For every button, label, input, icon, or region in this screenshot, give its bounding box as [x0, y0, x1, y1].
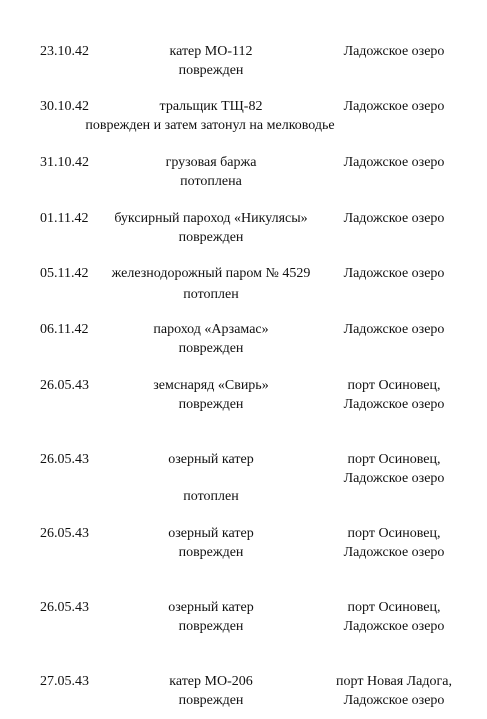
entry-status: потоплен — [183, 287, 239, 302]
entry-status: поврежден и затем затонул на мелководье — [85, 118, 335, 133]
entry-place: порт Новая Ладога, — [336, 674, 452, 689]
entry-date: 30.10.42 — [40, 99, 89, 114]
entry-place: Ладожское озеро — [343, 471, 445, 486]
entry-place: порт Осиновец, — [347, 452, 441, 467]
entry-vessel: грузовая баржа — [165, 155, 257, 170]
entry-place: Ладожское озеро — [343, 322, 445, 337]
entry-status: поврежден — [178, 619, 244, 634]
entry-status: поврежден — [178, 63, 244, 78]
entry-place: порт Осиновец, — [347, 526, 441, 541]
entry-vessel: буксирный пароход «Никулясы» — [114, 211, 308, 226]
entry-date: 27.05.43 — [40, 674, 89, 689]
entry-vessel: катер МО-112 — [169, 44, 253, 59]
entry-status: поврежден — [178, 230, 244, 245]
entry-date: 05.11.42 — [40, 266, 89, 281]
entry-date: 06.11.42 — [40, 322, 89, 337]
entry-vessel: катер МО-206 — [169, 674, 253, 689]
entry-place: Ладожское озеро — [343, 619, 445, 634]
entry-status: поврежден — [178, 693, 244, 708]
entry-place: порт Осиновец, — [347, 378, 441, 393]
entry-date: 23.10.42 — [40, 44, 89, 59]
entry-place: Ладожское озеро — [343, 545, 445, 560]
entry-date: 26.05.43 — [40, 600, 89, 615]
entry-status: поврежден — [178, 545, 244, 560]
entry-vessel: железнодорожный паром № 4529 — [111, 266, 311, 281]
entry-vessel: тральщик ТЩ-82 — [159, 99, 263, 114]
entry-place: Ладожское озеро — [343, 155, 445, 170]
entry-vessel: пароход «Арзамас» — [153, 322, 269, 337]
entry-date: 26.05.43 — [40, 452, 89, 467]
entry-place: порт Осиновец, — [347, 600, 441, 615]
entry-vessel: озерный катер — [168, 600, 254, 615]
entry-status: потоплена — [180, 174, 242, 189]
entry-place: Ладожское озеро — [343, 99, 445, 114]
entry-place: Ладожское озеро — [343, 211, 445, 226]
entry-date: 26.05.43 — [40, 378, 89, 393]
entry-date: 01.11.42 — [40, 211, 89, 226]
entry-vessel: земснаряд «Свирь» — [153, 378, 269, 393]
entry-status: поврежден — [178, 397, 244, 412]
entry-vessel: озерный катер — [168, 526, 254, 541]
entry-vessel: озерный катер — [168, 452, 254, 467]
entry-place: Ладожское озеро — [343, 397, 445, 412]
entry-place: Ладожское озеро — [343, 44, 445, 59]
entry-status: потоплен — [183, 489, 239, 504]
entry-status: поврежден — [178, 341, 244, 356]
entry-place: Ладожское озеро — [343, 693, 445, 708]
entry-place: Ладожское озеро — [343, 266, 445, 281]
entry-date: 31.10.42 — [40, 155, 89, 170]
entry-date: 26.05.43 — [40, 526, 89, 541]
